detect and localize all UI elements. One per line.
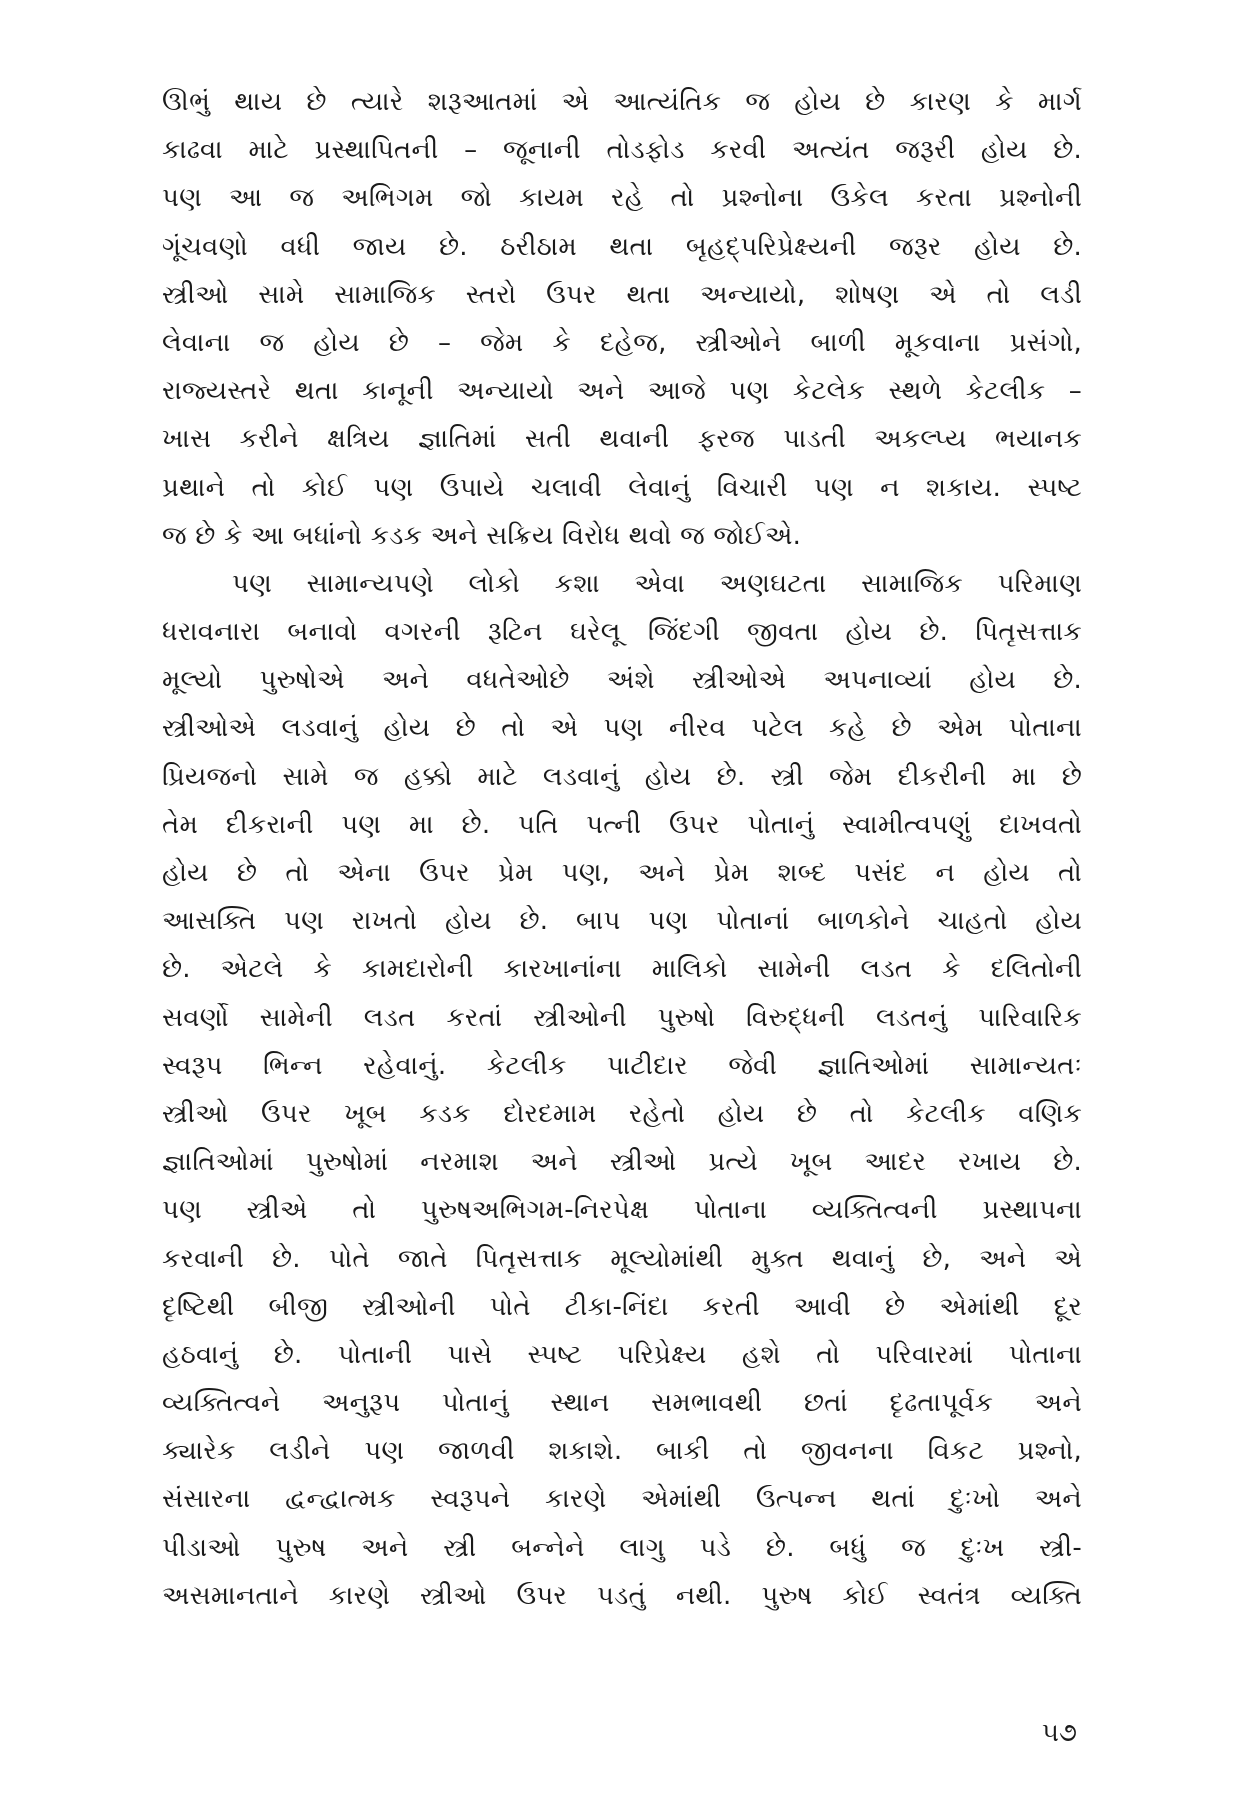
text-line: પ્રિયજનો સામે જ હક્કો માટે લડવાનું હોય છે. સ્ત્રી જેમ દીકરીની મા છે [162,761,1082,792]
text-line: તેમ દીકરાની પણ મા છે. પતિ પત્ની ઉપર પોતાનું સ્વામીત્વપણું દાખવતો [162,809,1082,840]
text-line: પ્રથાને તો કોઈ પણ ઉપાયે ચલાવી લેવાનું વિચારી પણ ન શકાય. સ્પષ્ટ [162,472,1082,503]
paragraph-start-line: પણ સામાન્યપણે લોકો કશા એવા અણઘટતા સામાજિક પરિમાણ [232,568,1082,599]
text-line: સ્ત્રીઓ સામે સામાજિક સ્તરો ઉપર થતા અન્યાયો, શોષણ એ તો લડી [162,279,1082,310]
text-line: હોય છે તો એના ઉપર પ્રેમ પણ, અને પ્રેમ શબ્દ પસંદ ન હોય તો [162,858,1082,888]
text-line: અસમાનતાને કારણે સ્ત્રીઓ ઉપર પડતું નથી. પુરુષ કોઈ સ્વતંત્ર વ્યક્તિ [162,1580,1082,1611]
text-line: ખાસ કરીને ક્ષત્રિય જ્ઞાતિમાં સતી થવાની ફરજ પાડતી અકલ્પ્ય ભયાનક [162,424,1082,455]
text-line: રાજ્યસ્તરે થતા કાનૂની અન્યાયો અને આજે પણ કેટલેક સ્થળે કેટલીક – [162,376,1082,407]
text-line: સ્વરૂપ ભિન્ન રહેવાનું. કેટલીક પાટીદાર જેવી જ્ઞાતિઓમાં સામાન્યતઃ [162,1050,1082,1081]
text-line: કરવાની છે. પોતે જાતે પિતૃસત્તાક મૂલ્યોમાંથી મુક્ત થવાનું છે, અને એ [162,1243,1082,1274]
text-line: ઊભું થાય છે ત્યારે શરૂઆતમાં એ આત્યંતિક જ હોય છે કારણ કે માર્ગ [162,87,1082,117]
text-line: ક્યારેક લડીને પણ જાળવી શકાશે. બાકી તો જીવનના વિકટ પ્રશ્નો, [162,1436,1082,1467]
text-line: જ્ઞાતિઓમાં પુરુષોમાં નરમાશ અને સ્ત્રીઓ પ્રત્યે ખૂબ આદર રખાય છે. [162,1147,1082,1178]
text-line: ગૂંચવણો વધી જાય છે. ઠરીઠામ થતા બૃહદ્પરિપ્રેક્ષ્યની જરૂર હોય છે. [162,231,1082,262]
text-line: છે. એટલે કે કામદારોની કારખાનાંના માલિકો સામેની લડત કે દલિતોની [162,954,1082,985]
text-line: સવર્ણો સામેની લડત કરતાં સ્ત્રીઓની પુરુષો વિરુદ્ધની લડતનું પારિવારિક [162,1002,1082,1033]
text-line: કાઢવા માટે પ્રસ્થાપિતની – જૂનાની તોડફોડ કરવી અત્યંત જરૂરી હોય છે. [162,135,1082,166]
text-line: મૂલ્યો પુરુષોએ અને વધતેઓછે અંશે સ્ત્રીઓએ અપનાવ્યાં હોય છે. [162,665,1082,696]
text-line: હઠવાનું છે. પોતાની પાસે સ્પષ્ટ પરિપ્રેક્ષ્ય હશે તો પરિવારમાં પોતાના [162,1339,1082,1370]
page-number: ૫૭ [1041,1718,1077,1748]
text-line: સંસારના દ્વન્દ્વાત્મક સ્વરૂપને કારણે એમાંથી ઉત્પન્ન થતાં દુઃખો અને [162,1484,1082,1515]
text-line: આસક્તિ પણ રાખતો હોય છે. બાપ પણ પોતાનાં બાળકોને ચાહતો હોય [162,906,1082,937]
text-line: પણ સ્ત્રીએ તો પુરુષઅભિગમ-નિરપેક્ષ પોતાના વ્યક્તિત્વની પ્રસ્થાપના [162,1195,1082,1226]
text-line: ધરાવનારા બનાવો વગરની રૂટિન ઘરેલૂ જિંદગી જીવતા હોય છે. પિતૃસત્તાક [162,617,1082,648]
text-line: સ્ત્રીઓએ લડવાનું હોય છે તો એ પણ નીરવ પટેલ કહે છે એમ પોતાના [162,713,1082,744]
text-line: પીડાઓ પુરુષ અને સ્ત્રી બન્નેને લાગુ પડે છે. બધું જ દુઃખ સ્ત્રી- [162,1532,1082,1563]
paragraph-end-line: જ છે કે આ બધાંનો કડક અને સક્રિય વિરોધ થવો જ જોઈએ. [162,520,802,551]
text-line: લેવાના જ હોય છે – જેમ કે દહેજ, સ્ત્રીઓને બાળી મૂકવાના પ્રસંગો, [162,327,1082,358]
text-line: વ્યક્તિત્વને અનુરૂપ પોતાનું સ્થાન સમભાવથી છતાં દૃઢતાપૂર્વક અને [162,1388,1082,1419]
body-text [162,78,1082,1620]
text-line: પણ આ જ અભિગમ જો કાયમ રહે તો પ્રશ્નોના ઉકેલ કરતા પ્રશ્નોની [162,183,1082,214]
text-line: દૃષ્ટિથી બીજી સ્ત્રીઓની પોતે ટીકા-નિંદા કરતી આવી છે એમાંથી દૂર [162,1291,1082,1322]
text-line: સ્ત્રીઓ ઉપર ખૂબ કડક દોરદમામ રહેતો હોય છે તો કેટલીક વણિક [162,1098,1082,1129]
